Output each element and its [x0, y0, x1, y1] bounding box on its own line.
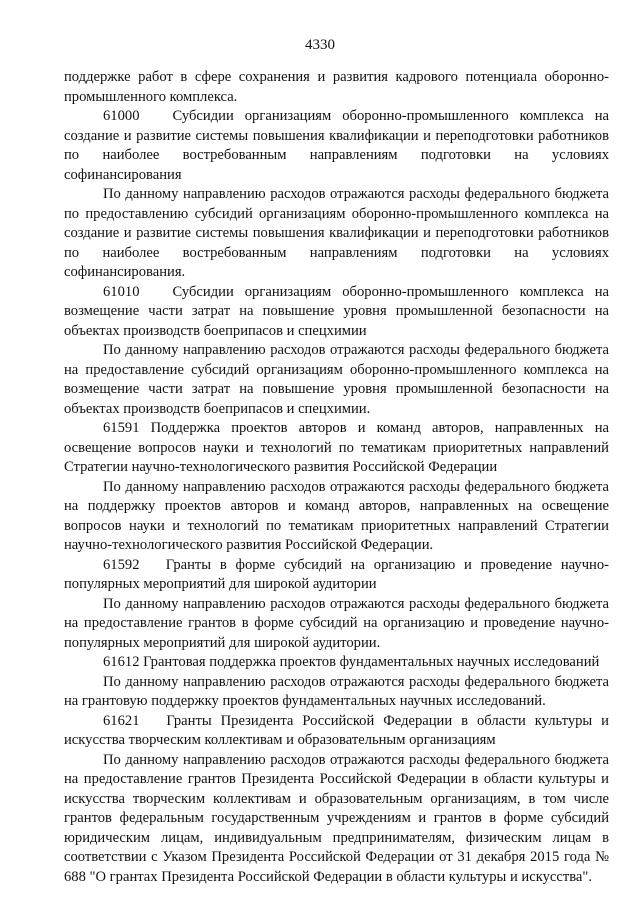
expense-code: 61621	[103, 712, 140, 729]
paragraph-text: По данному направлению расходов отражаются расходы федерального бюджета на предоставление грантов Президента Российской Федерации в области культуры и искусства творческим коллективам и образовательным организациям, в том числе грантов федеральным государственным учреждениям и грантов в форме субсидий юридическим лицам, индивидуальным предпринимателям, физическим лицам в соответствии с Указом Президента Российской Федерации от 31 декабря 2015 года № 688 "О грантах Президента Российской Федерации в области культуры и искусства".	[64, 751, 609, 885]
paragraph-continuation	[64, 68, 609, 107]
paragraph-text: По данному направлению расходов отражаются расходы федерального бюджета по предоставлению субсидий организациям оборонно-промышленного комплекса на создание и развитие системы повышения квалификации и переподготовки работников по наиболее востребованным направлениям подготовки на условиях софинансирования.	[64, 186, 609, 280]
expense-code: 61612	[103, 654, 140, 670]
paragraph-description	[64, 595, 609, 654]
paragraph-heading-61592	[64, 556, 609, 595]
expense-code: 61592	[103, 556, 140, 573]
paragraph-description	[64, 478, 609, 556]
paragraph-text: По данному направлению расходов отражаются расходы федерального бюджета на предоставление субсидий организациям оборонно-промышленного комплекса на возмещение части затрат на повышение уровня промышленной безопасности на объектах производств боеприпасов и спецхимии.	[64, 342, 609, 417]
paragraph-description	[64, 751, 609, 888]
paragraph-heading-61612	[64, 653, 609, 673]
paragraph-text: Гранты Президента Российской Федерации в области культуры и искусства творческим коллективам и образовательным организациям	[64, 712, 609, 748]
paragraph-heading-61010	[64, 283, 609, 342]
paragraph-description	[64, 185, 609, 283]
paragraph-text: Грантовая поддержка проектов фундаментальных научных исследований	[143, 654, 600, 670]
paragraph-text: По данному направлению расходов отражаются расходы федерального бюджета на поддержку проектов авторов и команд авторов, направленных на освещение вопросов науки и технологий по тематикам приоритетных направлений Стратегии научно-технологического развития Российской Федерации.	[64, 478, 609, 553]
paragraph-text: Гранты в форме субсидий на организацию и проведение научно-популярных мероприятий для широкой аудитории	[64, 556, 609, 592]
paragraph-text: По данному направлению расходов отражаются расходы федерального бюджета на грантовую поддержку проектов фундаментальных научных исследований.	[64, 673, 609, 709]
paragraph-text: По данному направлению расходов отражаются расходы федерального бюджета на предоставление грантов в форме субсидий на организацию и проведение научно-популярных мероприятий для широкой аудитории.	[64, 595, 609, 651]
paragraph-text: поддержке работ в сфере сохранения и развития кадрового потенциала оборонно-промышленного комплекса.	[64, 69, 609, 105]
page-number: 4330	[305, 37, 335, 53]
paragraph-text: Поддержка проектов авторов и команд авторов, направленных на освещение вопросов науки и технологий по тематикам приоритетных направлений Стратегии научно-технологического развития Российской Федерации	[64, 420, 609, 475]
expense-code: 61591	[103, 420, 140, 436]
paragraph-heading-61591	[64, 419, 609, 478]
paragraph-text: Субсидии организациям оборонно-промышленного комплекса на возмещение части затрат на повышение уровня промышленной безопасности на объектах производств боеприпасов и спецхимии	[64, 283, 609, 339]
expense-code: 61010	[103, 283, 140, 300]
paragraph-heading-61000	[64, 107, 609, 185]
paragraph-description	[64, 673, 609, 712]
document-body	[64, 68, 609, 887]
paragraph-heading-61621	[64, 712, 609, 751]
paragraph-text: Субсидии организациям оборонно-промышленного комплекса на создание и развитие системы повышения квалификации и переподготовки работников по наиболее востребованным направлениям подготовки на условиях софинансирования	[64, 108, 609, 183]
expense-code: 61000	[103, 108, 140, 124]
paragraph-description	[64, 341, 609, 419]
